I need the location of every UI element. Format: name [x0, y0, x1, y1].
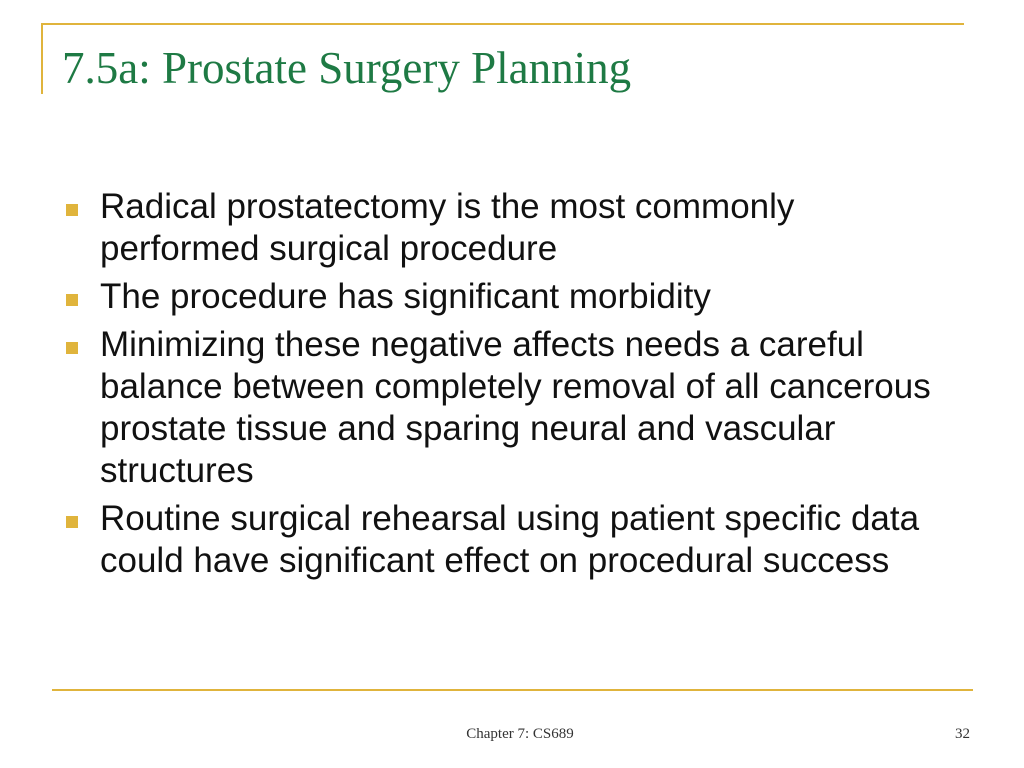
- square-bullet-icon: [66, 204, 78, 216]
- frame-bottom-line: [52, 689, 973, 691]
- bullet-text: Radical prostatectomy is the most commonly performed surgical procedure: [100, 187, 795, 268]
- bullet-item: [62, 186, 962, 270]
- square-bullet-icon: [66, 516, 78, 528]
- slide-title: 7.5a: Prostate Surgery Planning: [62, 43, 632, 93]
- footer-page-number: 32: [955, 726, 970, 742]
- footer-chapter: Chapter 7: CS689: [466, 726, 574, 742]
- square-bullet-icon: [66, 342, 78, 354]
- bullet-text: The procedure has significant morbidity: [100, 277, 711, 316]
- bullet-text: Routine surgical rehearsal using patient specific data could have significant effect on procedural success: [100, 499, 920, 580]
- square-bullet-icon: [66, 294, 78, 306]
- frame-left-line: [41, 23, 43, 94]
- frame-top-line: [41, 23, 964, 25]
- bullet-item: [62, 276, 962, 318]
- bullet-item: [62, 324, 962, 492]
- bullet-text: Minimizing these negative affects needs a careful balance between completely removal of all cancerous prostate tissue and sparing neural and vascular structures: [100, 325, 931, 490]
- bullet-item: [62, 498, 962, 582]
- bullet-list: [62, 186, 962, 588]
